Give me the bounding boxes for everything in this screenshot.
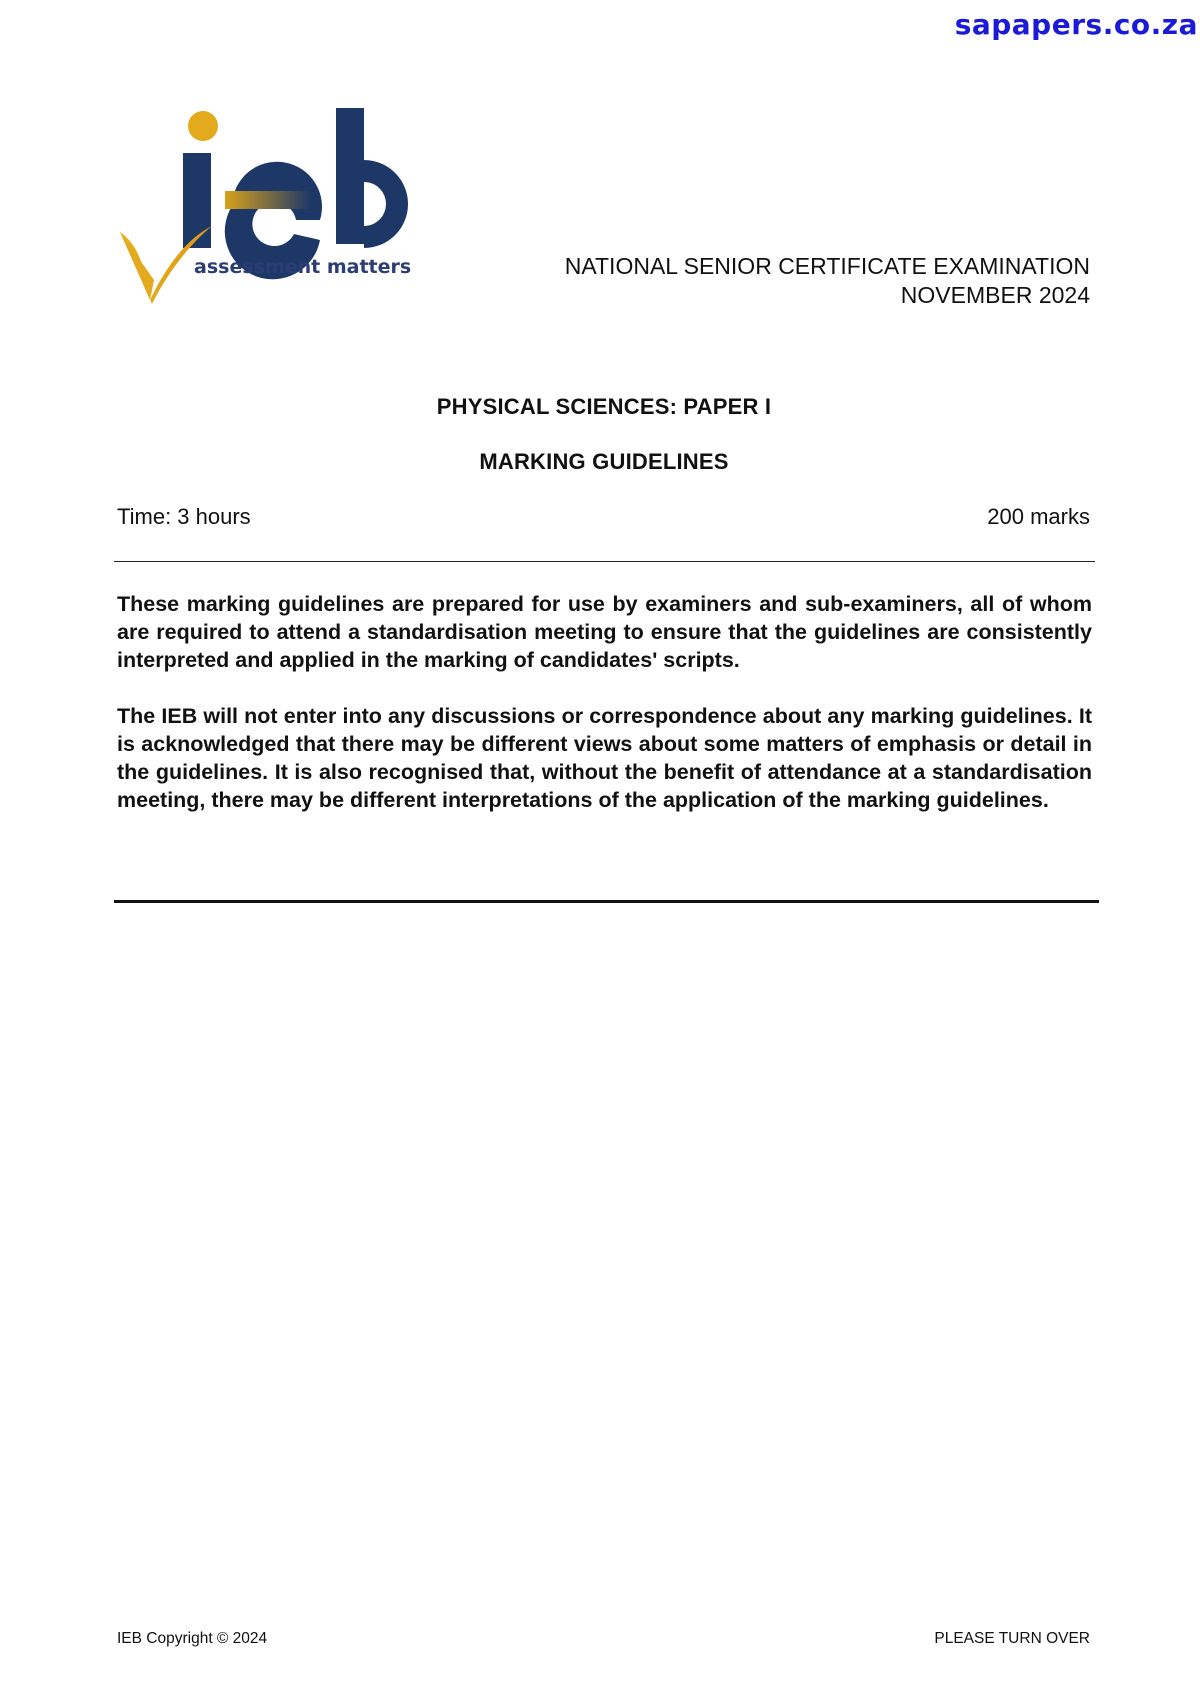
logo-dot-shape — [188, 111, 218, 141]
checkmark-tail — [120, 232, 154, 300]
intro-paragraph-2: The IEB will not enter into any discussions or correspondence about any marking guidelines. It is acknowledged that there may be different views about some matters of emphasis or detail in the guidelines. It is also recognised that, without the benefit of attendance at a standardisation meeting, there may be different interpretations of the application of the marking guidelines. — [117, 704, 1092, 812]
logo-b-stem — [336, 108, 364, 244]
logo-tagline: assessment matters — [194, 256, 412, 278]
logo-b-bowl — [364, 160, 408, 248]
document-subtitle: MARKING GUIDELINES — [479, 449, 729, 474]
logo-i-stem — [183, 153, 211, 248]
logo-e-bar — [225, 191, 311, 209]
intro-paragraph-1: These marking guidelines are prepared for use by examiners and sub-examiners, all of whom are required to attend a standardisation meeting to ensure that the guidelines are consistently interpreted and applied in the marking of candidates' scripts. — [117, 592, 1092, 672]
footer-turn-over: PLEASE TURN OVER — [934, 1630, 1090, 1647]
intro-text — [117, 590, 1092, 842]
paper-title: PHYSICAL SCIENCES: PAPER I — [436, 394, 772, 419]
exam-title: NATIONAL SENIOR CERTIFICATE EXAMINATION — [564, 253, 1090, 279]
footer-copyright: IEB Copyright © 2024 — [117, 1630, 268, 1647]
total-marks: 200 marks — [987, 504, 1090, 529]
exam-date: NOVEMBER 2024 — [900, 282, 1090, 308]
watermark-text: sapapers.co.za — [954, 8, 1198, 41]
divider-bottom — [114, 900, 1099, 903]
ieb-logo — [120, 108, 460, 334]
time-allowed: Time: 3 hours — [117, 504, 251, 529]
divider-top — [114, 561, 1095, 562]
exam-header — [565, 252, 1090, 310]
